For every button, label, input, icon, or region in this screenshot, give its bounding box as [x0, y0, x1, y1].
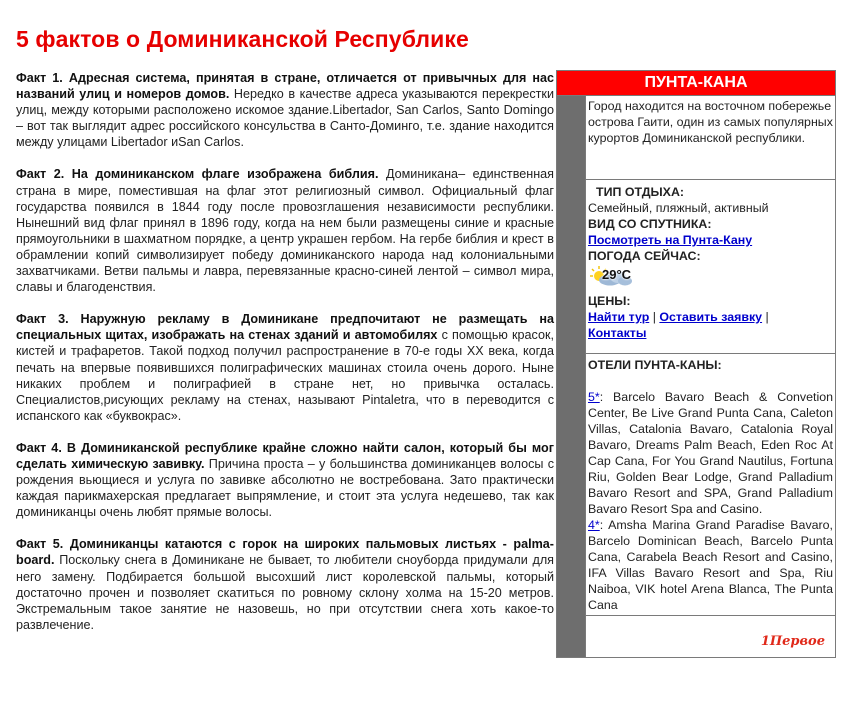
- prices-label: ЦЕНЫ:: [588, 294, 631, 308]
- weather-widget: [588, 265, 636, 287]
- sidebar-hotels: [586, 354, 835, 616]
- leave-request-link[interactable]: Оставить заявку: [659, 310, 763, 324]
- intro-text: Город находится на восточном побережье острова Гаити, один из самых популярных курортов Доминиканской республики.: [588, 99, 833, 145]
- fact-5-lead: Факт 5. Доминиканцы катаются с горок на широких пальмовых листьях - palma-board.: [16, 537, 554, 568]
- fact-4: [16, 440, 554, 520]
- page-title: 5 фактов о Доминиканской Республике: [16, 26, 469, 52]
- hotels-4star-list: : Amsha Marina Grand Paradise Bavaro, Barcelo Dominican Beach, Barcelo Punta Cana, Carabela Beach Resort and Casino, IFA Villas Bavaro Resort and Spa, Riu Naiboa, VIK hotel Arena Blanca, The Punta Cana: [588, 518, 833, 612]
- fact-4-body: Причина проста – у большинства доминиканцев волосы с рождения вьющиеся и услуга по завивке абсолютно не востребована. Зато практически каждая парикмахерская предлагает выпрямление, и стоит эта услуга недешево, так как доминиканцы очень любят прямые волосы.: [16, 456, 554, 520]
- fact-5-body: Поскольку снега в Доминикане не бывает, то любители сноуборда придумали для него замену. Подбирается большой высохший лист королевской пальмы, который достаточно прочен и позволяет скатиться по ровному склону холма на 15-20 метров. Экстремальным такое занятие не назовешь, но при отсутствии снега хоть какое-то развлечение.: [16, 553, 554, 632]
- facts-list: [16, 70, 554, 649]
- fact-4-lead: Факт 4. В Доминиканской республике крайне сложно найти салон, который бы мог сделать химическую завивку.: [16, 440, 554, 471]
- sidebar-info: [586, 180, 835, 354]
- satellite-label: ВИД СО СПУТНИКА:: [588, 217, 712, 231]
- sidebar-intro: [586, 96, 835, 180]
- sidebar-gray-strip: [557, 96, 585, 657]
- prices-links: [588, 309, 833, 341]
- fact-3-lead: Факт 3. Наружную рекламу в Доминикане предпочитают не размещать на специальных щитах, изображать на стенах зданий и автомобилях: [16, 312, 554, 343]
- price-separator: |: [762, 310, 769, 324]
- fact-1-body: Нередко в качестве адреса указываются перекрестки улиц, между которыми расположено искомое здание.Libertador, San Carlos, Santo Domingo – вот так выглядит адрес российского консульства в Санто-Доминго, т.е. здание находится между улицами Libertador иSan Carlos.: [16, 87, 554, 150]
- fact-3-body: с помощью красок, кистей и трафаретов. Такой подход получил распространение в 70-е годы XX века, когда печать на впервые появившихся полиграфических машинах стоила очень дорого. Ныне никаких проблем и полиграфией в стране нет, но привычка осталась. Специалистов,рисующих рекламу на стенах, называют Pintaletra, что в переводится с испанского как «буквокрас».: [16, 328, 554, 423]
- sidebar-header: ПУНТА-КАНА: [557, 71, 835, 96]
- hotels-4star: [588, 517, 833, 613]
- price-separator: |: [649, 310, 660, 324]
- sidebar-content: [585, 96, 835, 657]
- weather-label: ПОГОДА СЕЙЧАС:: [588, 249, 701, 263]
- hotels-5star-list: : Barcelo Bavaro Beach & Convetion Center, Be Live Grand Punta Cana, Caleton Villas, Catalonia Bavaro, Catalonia Royal Bavaro, Dreams Palm Beach, Eden Roc At Cap Cana, For You Grand Nautilus, Fortuna Riu, Golden Bear Lodge, Grand Palladium Bavaro Resort and SPA, Grand Palladium Bavaro Resort Spa and Casino.: [588, 390, 833, 516]
- sidebar-body: [557, 96, 835, 657]
- signature-logo: 1Первое: [760, 634, 825, 649]
- fact-2-body: Доминикана– единственная страна в мире, поместившая на флаг этот религиозный символ. Официальный флаг государства появился в 1844 году после провозглашения независимости республики. Нынешний вид флаг принял в 1896 году, когда на нем были размещены синие и красные прямоугольники в шахматном порядке, а центр украшен гербом. На гербе библия и крест в обрамлении копий символизирует победу доминиканского народа над колониальными захватчиками. Ветви пальмы и лавра, перевязанные красно-синей лентой – символ мира, славы и благоденствия.: [16, 167, 554, 295]
- weather-temperature: 29°C: [602, 267, 632, 282]
- hotels-label: ОТЕЛИ ПУНТА-КАНЫ:: [588, 358, 722, 372]
- fact-1: [16, 70, 554, 150]
- fact-5: [16, 536, 554, 633]
- fact-2-lead: Факт 2. На доминиканском флаге изображена библия.: [16, 167, 379, 182]
- fact-2: [16, 166, 554, 295]
- fact-1-lead: Факт 1. Адресная система, принятая в стране, отличается от привычных для нас названий улиц и номеров домов.: [16, 71, 554, 102]
- rest-type-label: ТИП ОТДЫХА:: [596, 185, 685, 199]
- find-tour-link[interactable]: Найти тур: [588, 310, 650, 324]
- satellite-link[interactable]: Посмотреть на Пунта-Кану: [588, 233, 753, 247]
- rest-type-value: Семейный, пляжный, активный: [588, 201, 769, 215]
- hotels-5star: [588, 389, 833, 517]
- fact-3: [16, 311, 554, 424]
- contacts-link[interactable]: Контакты: [588, 326, 647, 340]
- hotels-5star-link[interactable]: 5*: [588, 390, 600, 404]
- hotels-4star-link[interactable]: 4*: [588, 518, 600, 532]
- resort-sidebar: [556, 70, 836, 658]
